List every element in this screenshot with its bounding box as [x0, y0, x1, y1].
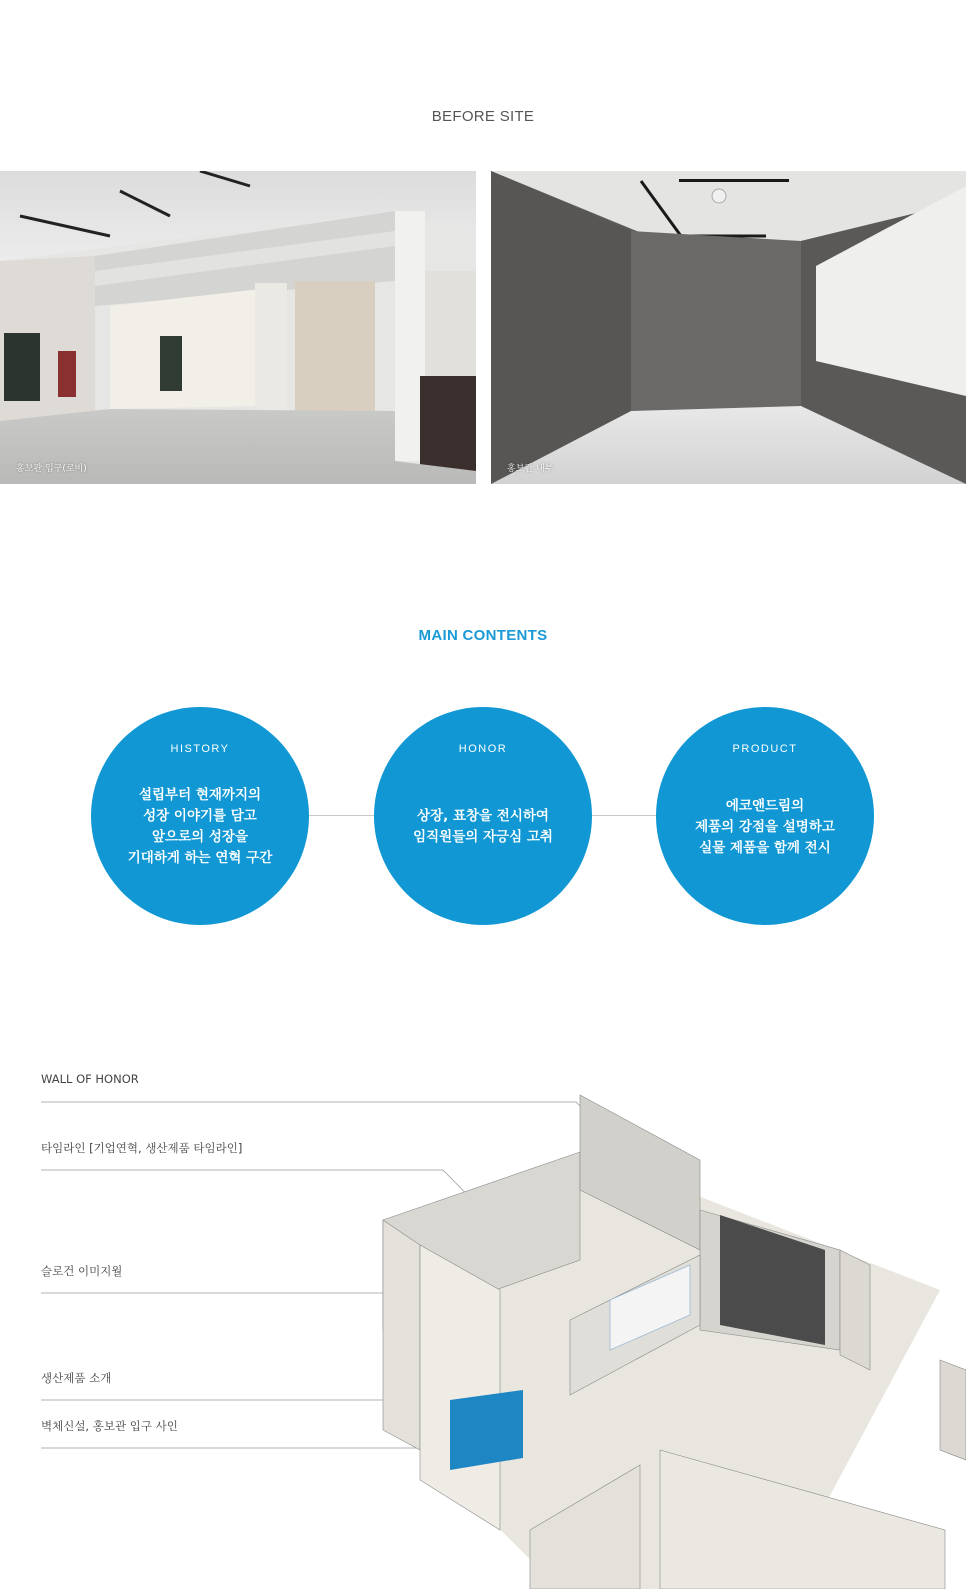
- honor-description: 상장, 표창을 전시하여 임직원들의 자긍심 고취: [413, 808, 553, 845]
- honor-label: HONOR: [458, 743, 508, 755]
- annotation-slogan-wall: 슬로건 이미지월: [41, 1264, 123, 1278]
- product-description: 에코앤드림의 제품의 강점을 설명하고 실물 제품을 함께 전시: [695, 798, 835, 856]
- annotation-wall-of-honor: WALL OF HONOR: [41, 1072, 139, 1086]
- annotation-timeline: 타임라인 [기업연혁, 생산제품 타임라인]: [41, 1141, 243, 1155]
- history-label: HISTORY: [170, 743, 230, 755]
- interior-photo-caption: 홍보관 내부: [507, 464, 554, 474]
- before-site-title: BEFORE SITE: [431, 108, 535, 125]
- product-circle: [656, 707, 874, 925]
- honor-circle: [374, 707, 592, 925]
- history-description: 설립부터 현재까지의 성장 이야기를 담고 앞으로의 성장을 기대하게 하는 연혁 구간: [127, 787, 273, 866]
- lobby-photo-caption: 홍보관 입구(로비): [16, 464, 87, 474]
- annotation-product-intro: 생산제품 소개: [41, 1371, 112, 1385]
- history-circle: [91, 707, 309, 925]
- annotation-entrance-sign: 벽체신설, 홍보관 입구 사인: [41, 1419, 178, 1433]
- main-contents-title: MAIN CONTENTS: [418, 627, 548, 644]
- lobby-photo: [0, 171, 476, 484]
- product-label: PRODUCT: [732, 743, 798, 755]
- interior-photo: [491, 171, 966, 484]
